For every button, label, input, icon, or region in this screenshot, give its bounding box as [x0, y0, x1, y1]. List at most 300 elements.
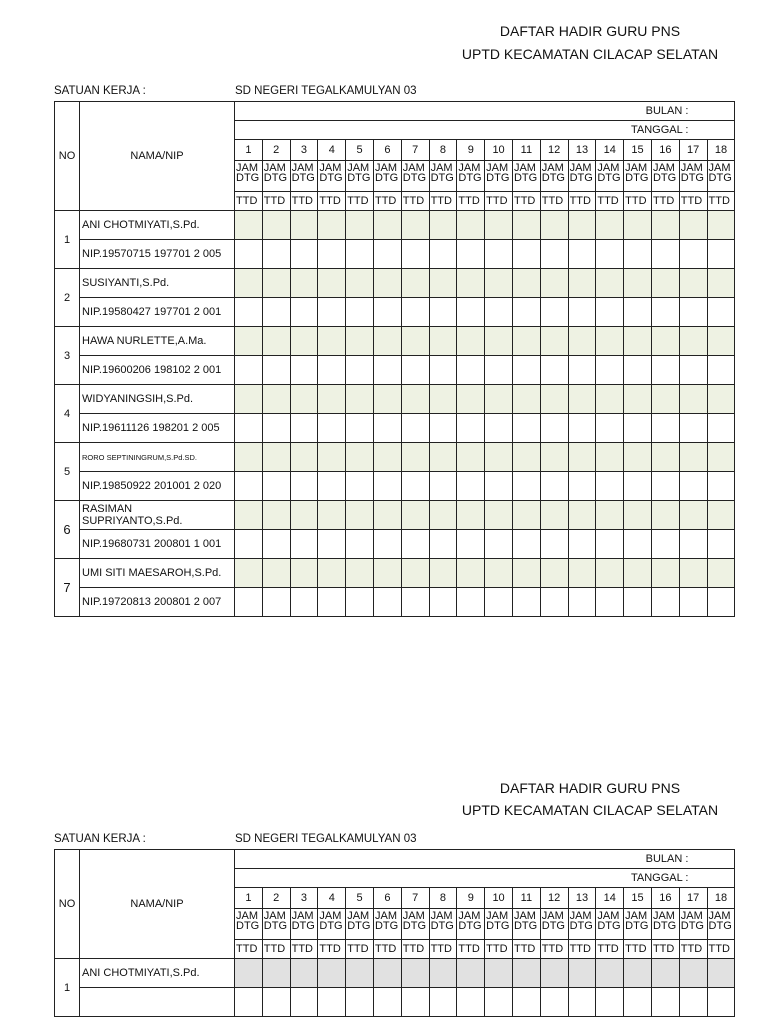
ttd-cell[interactable] [235, 240, 263, 269]
ttd-cell[interactable] [568, 414, 596, 443]
ttd-cell[interactable] [679, 472, 707, 501]
ttd-cell[interactable] [540, 472, 568, 501]
day-number: 1 [235, 140, 263, 161]
ttd-cell[interactable] [318, 472, 346, 501]
ttd-cell[interactable] [401, 588, 429, 617]
jam-dtg-cell[interactable] [624, 327, 652, 356]
ttd-cell[interactable] [568, 356, 596, 385]
ttd-cell[interactable] [262, 298, 290, 327]
ttd-cell[interactable] [651, 588, 679, 617]
ttd-cell[interactable] [624, 588, 652, 617]
jam-dtg-cell[interactable] [318, 385, 346, 414]
ttd-cell[interactable] [651, 240, 679, 269]
jam-dtg-cell[interactable] [346, 559, 374, 588]
jam-dtg-cell[interactable] [429, 385, 457, 414]
jam-dtg-cell[interactable] [373, 501, 401, 530]
jam-dtg-cell[interactable] [457, 559, 485, 588]
ttd-cell[interactable] [651, 530, 679, 559]
jam-dtg-cell[interactable] [679, 211, 707, 240]
jam-dtg-cell[interactable] [290, 443, 318, 472]
ttd-cell[interactable] [679, 356, 707, 385]
ttd-cell[interactable] [373, 240, 401, 269]
jam-dtg-cell[interactable] [346, 959, 374, 988]
jam-dtg-cell[interactable] [373, 559, 401, 588]
jam-dtg-cell[interactable] [568, 385, 596, 414]
jam-dtg-cell[interactable] [679, 959, 707, 988]
jam-dtg-cell[interactable] [624, 559, 652, 588]
jam-dtg-cell[interactable] [457, 385, 485, 414]
ttd-cell[interactable] [485, 588, 513, 617]
jam-dtg-cell[interactable] [373, 211, 401, 240]
jam-dtg-cell[interactable] [485, 269, 513, 298]
jam-dtg-cell[interactable] [651, 443, 679, 472]
jam-dtg-cell[interactable] [290, 559, 318, 588]
ttd-cell[interactable] [540, 588, 568, 617]
jam-dtg-cell[interactable] [235, 327, 263, 356]
ttd-cell[interactable] [512, 530, 540, 559]
ttd-cell[interactable] [262, 530, 290, 559]
ttd-cell[interactable] [596, 988, 624, 1017]
ttd-cell[interactable] [318, 530, 346, 559]
ttd-cell[interactable] [651, 414, 679, 443]
ttd-cell[interactable] [596, 588, 624, 617]
ttd-cell[interactable] [485, 472, 513, 501]
ttd-cell[interactable] [707, 988, 735, 1017]
ttd-cell[interactable] [679, 588, 707, 617]
jam-dtg-cell[interactable] [318, 327, 346, 356]
jam-dtg-cell[interactable] [457, 959, 485, 988]
ttd-cell[interactable] [346, 588, 374, 617]
ttd-cell[interactable] [235, 588, 263, 617]
jam-dtg-cell[interactable] [679, 501, 707, 530]
jam-dtg-cell[interactable] [235, 211, 263, 240]
jam-dtg-cell[interactable] [512, 385, 540, 414]
jam-dtg-cell[interactable] [512, 211, 540, 240]
jam-dtg-cell[interactable] [262, 385, 290, 414]
jam-dtg-cell[interactable] [346, 327, 374, 356]
ttd-header: TTD [429, 192, 457, 211]
ttd-cell[interactable] [457, 298, 485, 327]
jam-dtg-cell[interactable] [485, 211, 513, 240]
jam-dtg-cell[interactable] [235, 385, 263, 414]
ttd-cell[interactable] [624, 298, 652, 327]
ttd-cell[interactable] [596, 298, 624, 327]
jam-dtg-cell[interactable] [235, 959, 263, 988]
jam-dtg-cell[interactable] [235, 559, 263, 588]
jam-dtg-cell[interactable] [596, 501, 624, 530]
jam-dtg-cell[interactable] [651, 269, 679, 298]
ttd-cell[interactable] [624, 988, 652, 1017]
ttd-cell[interactable] [262, 988, 290, 1017]
ttd-cell[interactable] [235, 530, 263, 559]
ttd-cell[interactable] [401, 472, 429, 501]
day-number: 4 [318, 140, 346, 161]
jam-dtg-cell[interactable] [596, 327, 624, 356]
ttd-cell[interactable] [624, 414, 652, 443]
jam-dtg-cell[interactable] [235, 269, 263, 298]
jam-dtg-cell[interactable] [540, 959, 568, 988]
ttd-cell[interactable] [401, 240, 429, 269]
jam-dtg-cell[interactable] [596, 269, 624, 298]
jam-dtg-cell[interactable] [318, 559, 346, 588]
ttd-cell[interactable] [568, 530, 596, 559]
jam-dtg-cell[interactable] [540, 443, 568, 472]
jam-dtg-cell[interactable] [485, 327, 513, 356]
jam-dtg-cell[interactable] [596, 211, 624, 240]
jam-dtg-cell[interactable] [512, 269, 540, 298]
jam-dtg-cell[interactable] [318, 269, 346, 298]
ttd-cell[interactable] [429, 414, 457, 443]
jam-dtg-cell[interactable] [290, 211, 318, 240]
jam-dtg-cell[interactable] [540, 211, 568, 240]
jam-dtg-cell[interactable] [485, 959, 513, 988]
jam-dtg-cell[interactable] [401, 269, 429, 298]
ttd-cell[interactable] [596, 414, 624, 443]
jam-dtg-cell[interactable] [290, 269, 318, 298]
jam-dtg-cell[interactable] [235, 501, 263, 530]
jam-dtg-cell[interactable] [485, 385, 513, 414]
jam-dtg-cell[interactable] [346, 269, 374, 298]
jam-dtg-cell[interactable] [457, 327, 485, 356]
jam-dtg-cell[interactable] [596, 385, 624, 414]
ttd-cell[interactable] [485, 356, 513, 385]
jam-dtg-cell[interactable] [429, 269, 457, 298]
ttd-cell[interactable] [707, 298, 735, 327]
jam-dtg-cell[interactable] [401, 327, 429, 356]
jam-dtg-cell[interactable] [318, 501, 346, 530]
ttd-cell[interactable] [485, 414, 513, 443]
jam-dtg-cell[interactable] [568, 501, 596, 530]
jam-dtg-cell[interactable] [707, 959, 735, 988]
jam-dtg-cell[interactable] [262, 559, 290, 588]
ttd-cell[interactable] [373, 414, 401, 443]
ttd-cell[interactable] [596, 356, 624, 385]
ttd-cell[interactable] [290, 298, 318, 327]
ttd-cell[interactable] [290, 414, 318, 443]
ttd-cell[interactable] [651, 472, 679, 501]
jam-dtg-cell[interactable] [401, 559, 429, 588]
jam-dtg-cell[interactable] [346, 385, 374, 414]
jam-dtg-cell[interactable] [596, 959, 624, 988]
ttd-cell[interactable] [318, 240, 346, 269]
jam-dtg-cell[interactable] [346, 443, 374, 472]
ttd-cell[interactable] [624, 356, 652, 385]
ttd-cell[interactable] [429, 298, 457, 327]
ttd-cell[interactable] [290, 988, 318, 1017]
ttd-cell[interactable] [429, 588, 457, 617]
jam-dtg-cell[interactable] [290, 327, 318, 356]
ttd-header: TTD [485, 192, 513, 211]
jam-dtg-cell[interactable] [540, 327, 568, 356]
jam-dtg-cell[interactable] [568, 443, 596, 472]
jam-dtg-cell[interactable] [401, 385, 429, 414]
ttd-cell[interactable] [651, 298, 679, 327]
ttd-cell[interactable] [596, 530, 624, 559]
jam-dtg-cell[interactable] [679, 385, 707, 414]
jam-dtg-cell[interactable] [651, 501, 679, 530]
jam-dtg-cell[interactable] [429, 501, 457, 530]
jam-dtg-cell[interactable] [373, 385, 401, 414]
ttd-cell[interactable] [235, 414, 263, 443]
jam-dtg-cell[interactable] [262, 443, 290, 472]
ttd-cell[interactable] [373, 530, 401, 559]
ttd-cell[interactable] [373, 588, 401, 617]
jam-dtg-cell[interactable] [318, 443, 346, 472]
ttd-cell[interactable] [457, 530, 485, 559]
jam-dtg-cell[interactable] [679, 269, 707, 298]
jam-dtg-cell[interactable] [568, 211, 596, 240]
jam-dtg-cell[interactable] [512, 559, 540, 588]
ttd-cell[interactable] [318, 356, 346, 385]
ttd-cell[interactable] [290, 472, 318, 501]
ttd-cell[interactable] [568, 240, 596, 269]
ttd-cell[interactable] [707, 472, 735, 501]
jam-dtg-cell[interactable] [624, 443, 652, 472]
ttd-cell[interactable] [707, 356, 735, 385]
ttd-cell[interactable] [373, 988, 401, 1017]
jam-dtg-cell[interactable] [318, 959, 346, 988]
jam-dtg-cell[interactable] [596, 559, 624, 588]
jam-dtg-cell[interactable] [290, 959, 318, 988]
ttd-cell[interactable] [262, 356, 290, 385]
jam-dtg-cell[interactable] [540, 269, 568, 298]
ttd-cell[interactable] [262, 472, 290, 501]
ttd-cell[interactable] [235, 298, 263, 327]
ttd-cell[interactable] [512, 588, 540, 617]
ttd-cell[interactable] [457, 588, 485, 617]
ttd-cell[interactable] [679, 988, 707, 1017]
jam-dtg-cell[interactable] [707, 559, 735, 588]
jam-dtg-cell[interactable] [679, 327, 707, 356]
jam-dtg-cell[interactable] [485, 443, 513, 472]
jam-dtg-cell[interactable] [624, 269, 652, 298]
jam-dtg-cell[interactable] [707, 501, 735, 530]
ttd-cell[interactable] [318, 588, 346, 617]
jam-dtg-cell[interactable] [624, 385, 652, 414]
jam-dtg-cell[interactable] [540, 501, 568, 530]
attendance-table [54, 101, 735, 617]
teacher-number: 6 [55, 501, 80, 559]
jam-dtg-cell[interactable] [429, 211, 457, 240]
jam-dtg-cell[interactable] [540, 559, 568, 588]
jam-dtg-cell[interactable] [679, 443, 707, 472]
jam-dtg-cell[interactable] [651, 327, 679, 356]
ttd-cell[interactable] [346, 988, 374, 1017]
ttd-cell[interactable] [290, 588, 318, 617]
ttd-cell[interactable] [318, 414, 346, 443]
ttd-cell[interactable] [624, 240, 652, 269]
jam-dtg-cell[interactable] [346, 501, 374, 530]
ttd-cell[interactable] [568, 472, 596, 501]
jam-dtg-cell[interactable] [457, 501, 485, 530]
jam-dtg-header [290, 161, 318, 192]
jam-dtg-cell[interactable] [373, 269, 401, 298]
jam-dtg-cell[interactable] [373, 959, 401, 988]
jam-dtg-cell[interactable] [651, 211, 679, 240]
ttd-cell[interactable] [596, 240, 624, 269]
jam-dtg-cell[interactable] [707, 269, 735, 298]
jam-dtg-cell[interactable] [651, 959, 679, 988]
ttd-cell[interactable] [262, 240, 290, 269]
dtg-label: DTG [486, 919, 510, 932]
jam-dtg-cell[interactable] [429, 443, 457, 472]
ttd-cell[interactable] [707, 530, 735, 559]
ttd-cell[interactable] [540, 414, 568, 443]
ttd-cell[interactable] [512, 356, 540, 385]
ttd-cell[interactable] [512, 240, 540, 269]
jam-dtg-cell[interactable] [624, 211, 652, 240]
jam-dtg-cell[interactable] [707, 443, 735, 472]
jam-dtg-cell[interactable] [568, 559, 596, 588]
ttd-cell[interactable] [429, 988, 457, 1017]
ttd-cell[interactable] [346, 240, 374, 269]
ttd-cell[interactable] [429, 356, 457, 385]
jam-dtg-cell[interactable] [707, 385, 735, 414]
jam-dtg-cell[interactable] [624, 959, 652, 988]
ttd-cell[interactable] [540, 530, 568, 559]
jam-dtg-cell[interactable] [485, 501, 513, 530]
jam-dtg-cell[interactable] [373, 327, 401, 356]
jam-label: JAM [625, 162, 648, 174]
ttd-cell[interactable] [290, 240, 318, 269]
ttd-cell[interactable] [512, 472, 540, 501]
jam-dtg-cell[interactable] [401, 959, 429, 988]
ttd-cell[interactable] [401, 530, 429, 559]
ttd-cell[interactable] [401, 298, 429, 327]
ttd-cell[interactable] [346, 530, 374, 559]
jam-dtg-cell[interactable] [651, 559, 679, 588]
ttd-cell[interactable] [679, 240, 707, 269]
ttd-cell[interactable] [540, 356, 568, 385]
jam-dtg-cell[interactable] [512, 443, 540, 472]
jam-dtg-cell[interactable] [262, 269, 290, 298]
ttd-cell[interactable] [346, 298, 374, 327]
jam-dtg-cell[interactable] [346, 211, 374, 240]
jam-dtg-cell[interactable] [679, 559, 707, 588]
jam-dtg-cell[interactable] [568, 959, 596, 988]
ttd-cell[interactable] [457, 472, 485, 501]
jam-label: JAM [680, 162, 703, 174]
ttd-cell[interactable] [568, 588, 596, 617]
ttd-cell[interactable] [568, 988, 596, 1017]
jam-dtg-cell[interactable] [429, 327, 457, 356]
jam-dtg-cell[interactable] [540, 385, 568, 414]
ttd-cell[interactable] [235, 356, 263, 385]
jam-dtg-cell[interactable] [429, 959, 457, 988]
ttd-cell[interactable] [346, 414, 374, 443]
jam-dtg-cell[interactable] [262, 211, 290, 240]
ttd-cell[interactable] [512, 298, 540, 327]
ttd-cell[interactable] [485, 988, 513, 1017]
jam-dtg-cell[interactable] [596, 443, 624, 472]
ttd-cell[interactable] [457, 356, 485, 385]
jam-dtg-cell[interactable] [457, 269, 485, 298]
ttd-cell[interactable] [707, 240, 735, 269]
ttd-cell[interactable] [512, 988, 540, 1017]
ttd-cell[interactable] [457, 988, 485, 1017]
jam-dtg-cell[interactable] [318, 211, 346, 240]
ttd-cell[interactable] [457, 414, 485, 443]
jam-dtg-cell[interactable] [262, 501, 290, 530]
jam-dtg-cell[interactable] [707, 211, 735, 240]
ttd-cell[interactable] [596, 472, 624, 501]
ttd-cell[interactable] [401, 356, 429, 385]
ttd-cell[interactable] [485, 530, 513, 559]
ttd-cell[interactable] [679, 530, 707, 559]
jam-dtg-cell[interactable] [512, 501, 540, 530]
ttd-cell[interactable] [679, 298, 707, 327]
ttd-cell[interactable] [401, 414, 429, 443]
ttd-cell[interactable] [568, 298, 596, 327]
ttd-cell[interactable] [318, 298, 346, 327]
jam-dtg-cell[interactable] [262, 959, 290, 988]
ttd-cell[interactable] [429, 472, 457, 501]
jam-dtg-cell[interactable] [262, 327, 290, 356]
ttd-cell[interactable] [429, 530, 457, 559]
ttd-cell[interactable] [624, 530, 652, 559]
jam-dtg-cell[interactable] [707, 327, 735, 356]
ttd-cell[interactable] [373, 298, 401, 327]
jam-dtg-cell[interactable] [401, 211, 429, 240]
ttd-cell[interactable] [457, 240, 485, 269]
jam-dtg-cell[interactable] [401, 443, 429, 472]
ttd-cell[interactable] [651, 356, 679, 385]
ttd-cell[interactable] [512, 414, 540, 443]
jam-dtg-cell[interactable] [512, 327, 540, 356]
ttd-cell[interactable] [485, 240, 513, 269]
jam-dtg-cell[interactable] [485, 559, 513, 588]
ttd-cell[interactable] [235, 988, 263, 1017]
ttd-cell[interactable] [707, 414, 735, 443]
ttd-cell[interactable] [318, 988, 346, 1017]
ttd-cell[interactable] [235, 472, 263, 501]
jam-dtg-cell[interactable] [290, 501, 318, 530]
ttd-cell[interactable] [290, 530, 318, 559]
jam-dtg-header [429, 161, 457, 192]
ttd-cell[interactable] [679, 414, 707, 443]
jam-dtg-cell[interactable] [401, 501, 429, 530]
ttd-cell[interactable] [540, 240, 568, 269]
ttd-cell[interactable] [429, 240, 457, 269]
ttd-cell[interactable] [373, 472, 401, 501]
ttd-cell[interactable] [346, 472, 374, 501]
ttd-cell[interactable] [262, 414, 290, 443]
jam-dtg-cell[interactable] [373, 443, 401, 472]
ttd-cell[interactable] [485, 298, 513, 327]
jam-dtg-cell[interactable] [457, 211, 485, 240]
ttd-cell[interactable] [707, 588, 735, 617]
jam-dtg-cell[interactable] [568, 327, 596, 356]
ttd-cell[interactable] [624, 472, 652, 501]
ttd-cell[interactable] [651, 988, 679, 1017]
ttd-cell[interactable] [373, 356, 401, 385]
ttd-header: TTD [290, 940, 318, 959]
jam-dtg-cell[interactable] [624, 501, 652, 530]
jam-dtg-cell[interactable] [290, 385, 318, 414]
ttd-cell[interactable] [401, 988, 429, 1017]
jam-dtg-cell[interactable] [457, 443, 485, 472]
jam-dtg-cell[interactable] [512, 959, 540, 988]
jam-dtg-cell[interactable] [651, 385, 679, 414]
jam-dtg-cell[interactable] [429, 559, 457, 588]
jam-dtg-cell[interactable] [568, 269, 596, 298]
jam-dtg-cell[interactable] [235, 443, 263, 472]
ttd-cell[interactable] [540, 298, 568, 327]
ttd-cell[interactable] [540, 988, 568, 1017]
ttd-cell[interactable] [346, 356, 374, 385]
ttd-cell[interactable] [262, 588, 290, 617]
ttd-cell[interactable] [290, 356, 318, 385]
